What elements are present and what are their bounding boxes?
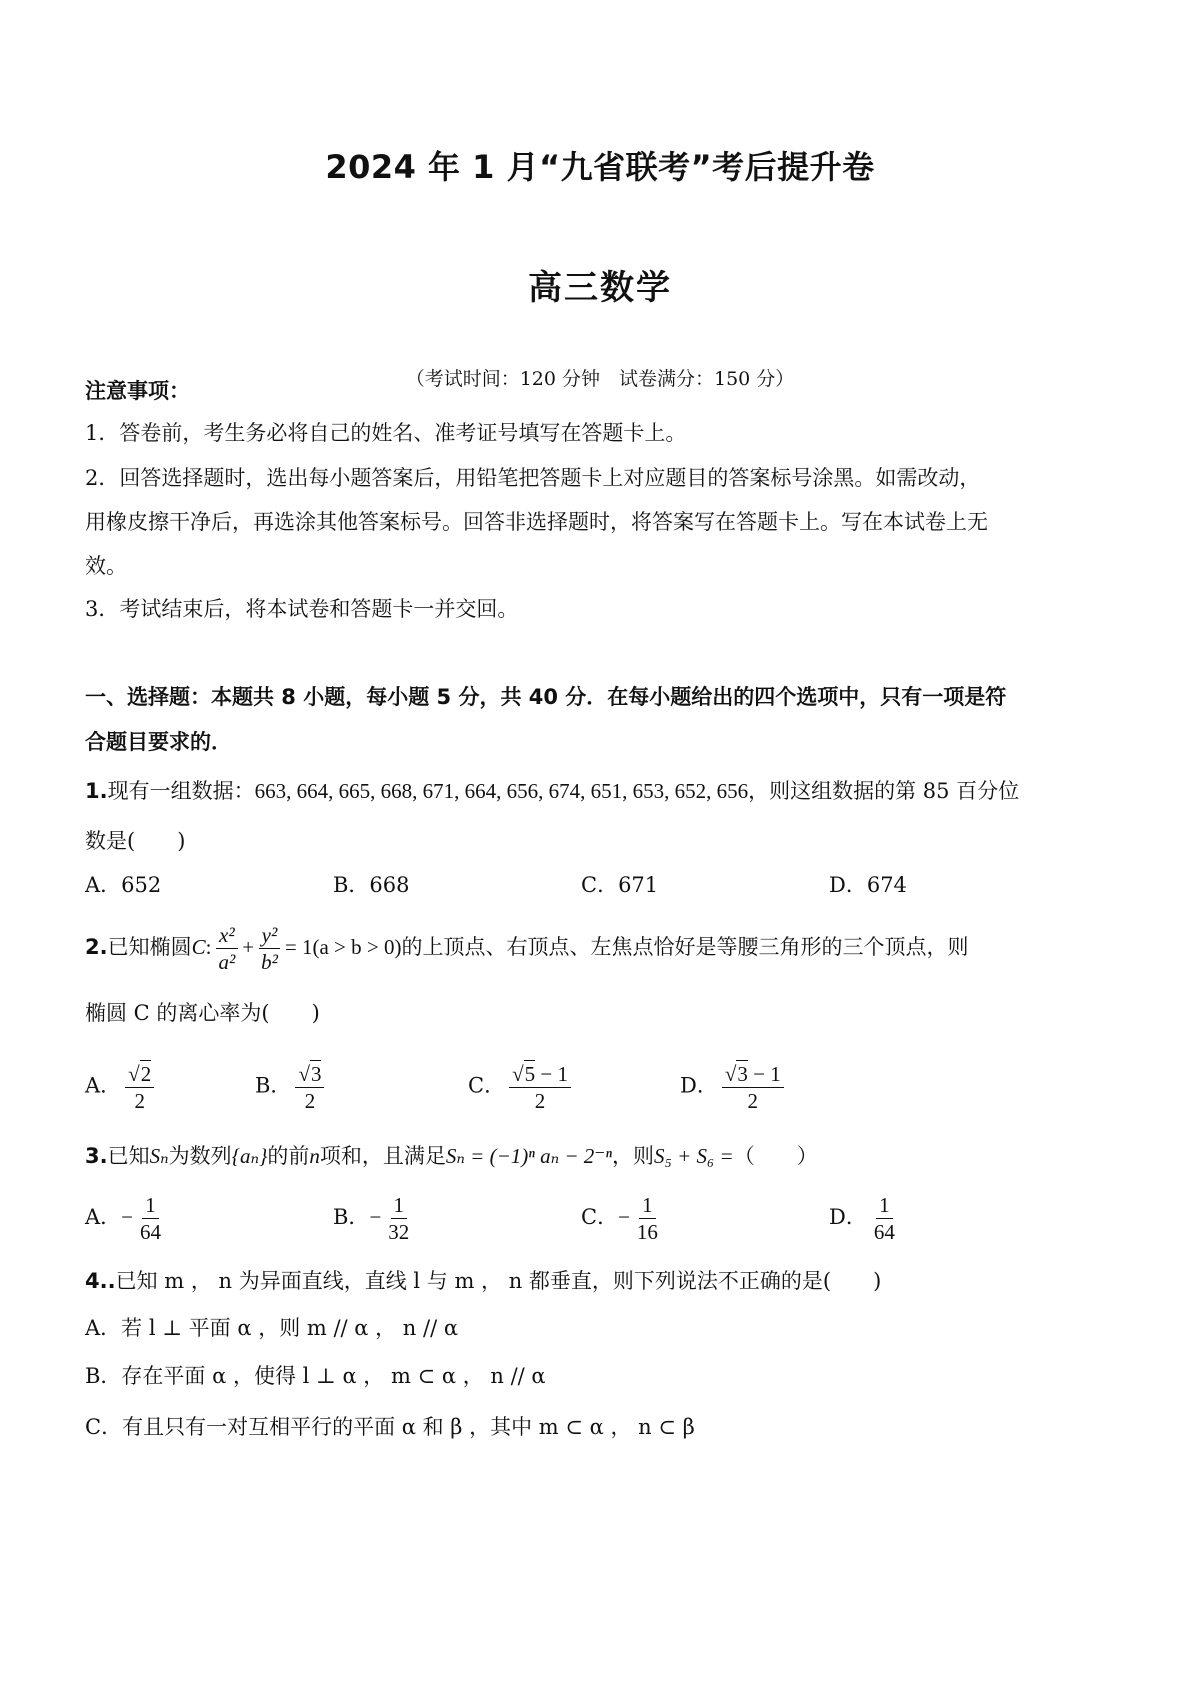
- q2-prefix: 已知椭圆: [107, 935, 192, 959]
- q2-option-d: D． $\frac{√3 - 1}{2}$: [680, 1060, 788, 1114]
- question-2-stem-cont: 椭圆 C 的离心率为( ): [85, 1001, 320, 1025]
- question-1-stem: [85, 776, 1125, 806]
- q1-suffix: ，则这组数据的第 85 百分位: [748, 779, 1020, 803]
- notice-item: 2．回答选择题时，选出每小题答案后，用铅笔把答题卡上对应题目的答案标号涂黑。如需改动，: [85, 466, 981, 490]
- section-heading: 一、选择题：本题共 8 小题，每小题 5 分，共 40 分．在每小题给出的四个选项中，只有一项是符: [85, 685, 1007, 709]
- exam-subject: 高三数学: [528, 268, 672, 308]
- notice-item: 用橡皮擦干净后，再选涂其他答案标号。回答非选择题时，将答案写在答题卡上。写在本试卷上无: [85, 510, 988, 534]
- notice-heading: 注意事项：: [85, 379, 190, 403]
- question-number: 2.: [85, 935, 108, 959]
- q1-prefix: 现有一组数据：: [107, 779, 255, 803]
- ellipse-name: C: [191, 935, 206, 959]
- fraction-x: $\frac{\text{x²}}{\text{a²}}$: [215, 922, 238, 975]
- question-number: 1.: [85, 779, 108, 803]
- notice-item: 3．考试结束后，将本试卷和答题卡一并交回。: [85, 597, 519, 621]
- q2-option-a: A． $\frac{√2}{2}$: [85, 1060, 158, 1114]
- question-1-stem-cont: 数是( ): [85, 829, 186, 853]
- notice-item: 1．答卷前，考生务必将自己的姓名、准考证号填写在答题卡上。: [85, 421, 687, 445]
- q3-option-d: D． $\frac{1}{64}$: [829, 1193, 895, 1244]
- exam-title: 2024 年 1 月“九省联考”考后提升卷: [325, 148, 875, 186]
- question-3-stem: 3.已知Sₙ为数列{aₙ}的前n项和，且满足Sₙ = (−1)ⁿ aₙ − 2⁻ⁿ，则S₅ + S₆ =（ ）: [85, 1144, 818, 1168]
- q3-option-a: A．− $\frac{1}{64}$: [85, 1193, 162, 1244]
- q1-option-a: A．652: [85, 873, 162, 897]
- q1-option-c: C．671: [581, 873, 659, 897]
- question-2-stem: 2.已知椭圆C: $\frac{\text{x²}}{\text{a²}}$ + $\frac{\text{y²}}{\text{b²}}$ = 1(a > b > 0)的上顶点、右顶点、左焦点恰好是等腰三角形的三个顶点，则: [85, 923, 969, 974]
- q2-option-c: C． $\frac{√5 - 1}{2}$: [468, 1060, 575, 1114]
- fraction-y: $\frac{\text{y²}}{\text{b²}}$: [258, 922, 281, 975]
- q3-formula: Sₙ = (−1)ⁿ aₙ − 2⁻ⁿ: [445, 1144, 613, 1168]
- q1-option-b: B．668: [333, 873, 410, 897]
- q4-option-a: A．若 l ⊥ 平面 α ，则 m // α ， n // α: [85, 1316, 459, 1340]
- q2-condition: = 1(a > b > 0): [284, 935, 402, 959]
- question-4-stem: 4..已知 m ， n 为异面直线，直线 l 与 m ， n 都垂直，则下列说法不正确的是( ): [85, 1269, 882, 1293]
- question-number: 3.: [85, 1144, 108, 1168]
- q4-option-b: B．存在平面 α ，使得 l ⊥ α ， m ⊂ α ， n // α: [85, 1364, 546, 1388]
- notice-item: 效。: [85, 554, 127, 578]
- q4-option-c: C．有且只有一对互相平行的平面 α 和 β ，其中 m ⊂ α ， n ⊂ β: [85, 1415, 695, 1439]
- q3-option-b: B．− $\frac{1}{32}$: [333, 1193, 410, 1244]
- exam-info: （考试时间：120 分钟 试卷满分：150 分）: [405, 368, 795, 390]
- q2-suffix: 的上顶点、右顶点、左焦点恰好是等腰三角形的三个顶点，则: [401, 935, 969, 959]
- section-heading-cont: 合题目要求的．: [85, 730, 232, 754]
- q2-option-b: B． $\frac{√3}{2}$: [255, 1060, 328, 1114]
- q3-option-c: C．− $\frac{1}{16}$: [581, 1193, 658, 1244]
- q1-data: 663, 664, 665, 668, 671, 664, 656, 674, 651, 653, 652, 656: [254, 779, 749, 803]
- question-number: 4..: [85, 1269, 116, 1293]
- q1-option-d: D．674: [829, 873, 907, 897]
- q3-ask: S₅ + S₆ =: [654, 1144, 734, 1168]
